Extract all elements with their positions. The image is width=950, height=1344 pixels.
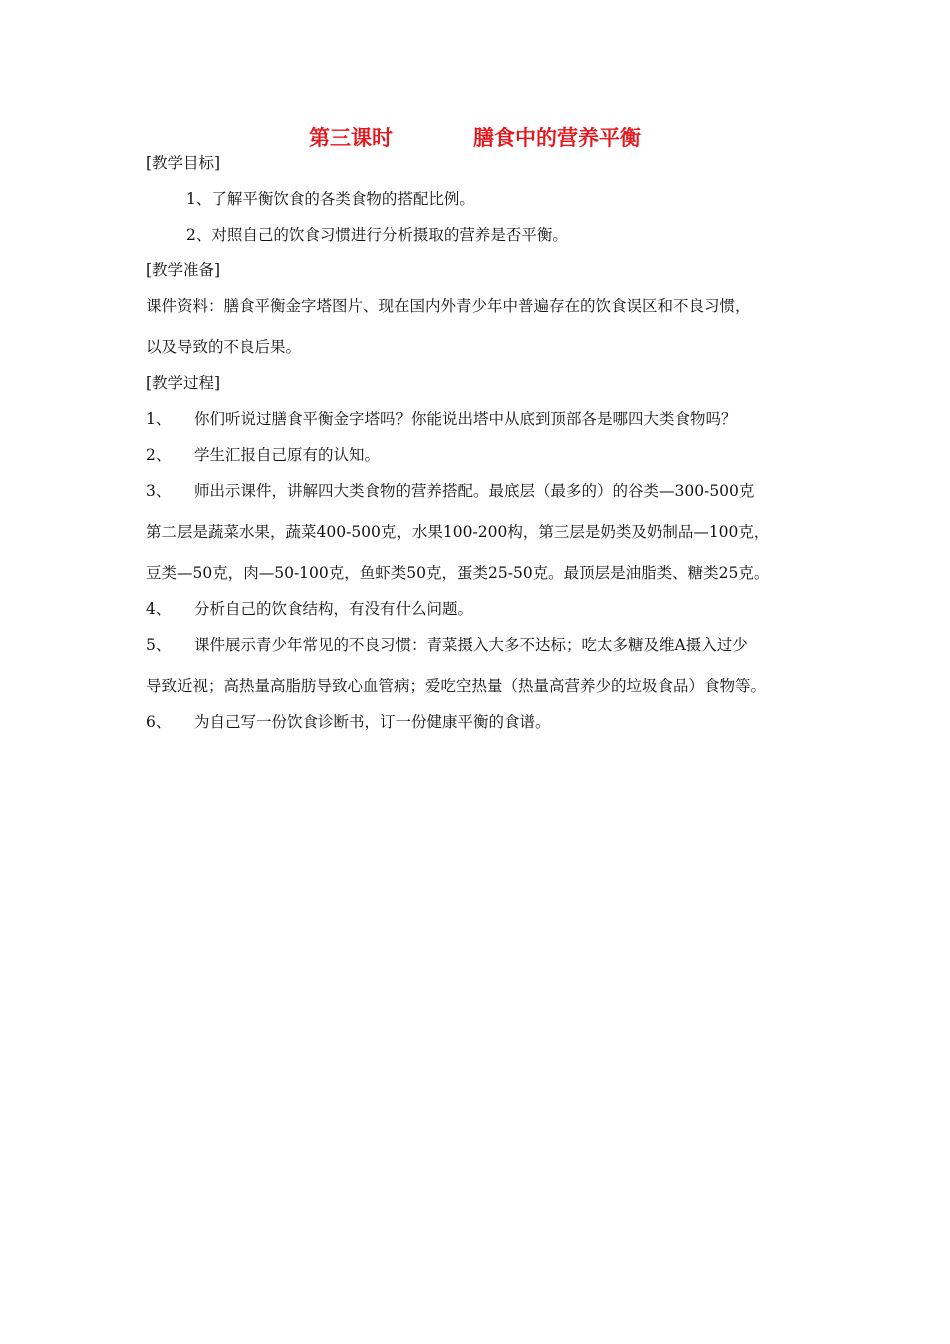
goal-1: 1、了解平衡饮食的各类食物的搭配比例。 bbox=[186, 190, 475, 208]
step-3-cont-2 bbox=[146, 562, 769, 584]
step-text: 豆类—50克，肉—50-100克，鱼虾类50克，蛋类25-50克。最顶层是油脂类、糖类25克。 bbox=[146, 564, 770, 582]
step-number: 4、 bbox=[146, 600, 172, 618]
process-header: [教学过程] bbox=[146, 374, 221, 392]
step-text: 分析自己的饮食结构，有没有什么问题。 bbox=[194, 600, 474, 618]
step-number: 2、 bbox=[146, 446, 172, 464]
step-3 bbox=[146, 480, 754, 502]
step-number: 1、 bbox=[146, 410, 172, 428]
step-text: 课件展示青少年常见的不良习惯：青菜摄入大多不达标；吃太多糖及维A摄入过少 bbox=[194, 636, 748, 654]
title-topic: 膳食中的营养平衡 bbox=[473, 126, 641, 150]
step-6 bbox=[146, 711, 551, 733]
goal-2: 2、对照自己的饮食习惯进行分析摄取的营养是否平衡。 bbox=[186, 226, 568, 244]
step-text: 导致近视；高热量高脂肪导致心血管病；爱吃空热量（热量高营养少的垃圾食品）食物等。 bbox=[146, 677, 767, 695]
prep-line-1: 课件资料：膳食平衡金字塔图片、现在国内外青少年中普遍存在的饮食误区和不良习惯， bbox=[146, 297, 751, 315]
prep-line-2: 以及导致的不良后果。 bbox=[146, 338, 302, 356]
step-3-cont-1 bbox=[146, 521, 769, 543]
step-text: 第二层是蔬菜水果，蔬菜400-500克，水果100-200构，第三层是奶类及奶制品—100克， bbox=[146, 523, 770, 541]
step-5 bbox=[146, 634, 748, 656]
step-text: 你们听说过膳食平衡金字塔吗？你能说出塔中从底到顶部各是哪四大类食物吗？ bbox=[194, 410, 737, 428]
step-4 bbox=[146, 598, 473, 620]
page-title bbox=[0, 122, 950, 152]
step-number: 5、 bbox=[146, 636, 172, 654]
goals-header: [教学目标] bbox=[146, 154, 221, 172]
step-text: 学生汇报自己原有的认知。 bbox=[194, 446, 381, 464]
step-5-cont bbox=[146, 675, 766, 697]
step-1 bbox=[146, 408, 737, 430]
step-2 bbox=[146, 444, 380, 466]
step-text: 为自己写一份饮食诊断书，订一份健康平衡的食谱。 bbox=[194, 713, 551, 731]
title-lesson: 第三课时 bbox=[309, 126, 393, 150]
step-number: 3、 bbox=[146, 482, 172, 500]
prep-header: [教学准备] bbox=[146, 261, 221, 279]
step-text: 师出示课件，讲解四大类食物的营养搭配。最底层（最多的）的谷类—300-500克 bbox=[194, 482, 755, 500]
step-number: 6、 bbox=[146, 713, 172, 731]
